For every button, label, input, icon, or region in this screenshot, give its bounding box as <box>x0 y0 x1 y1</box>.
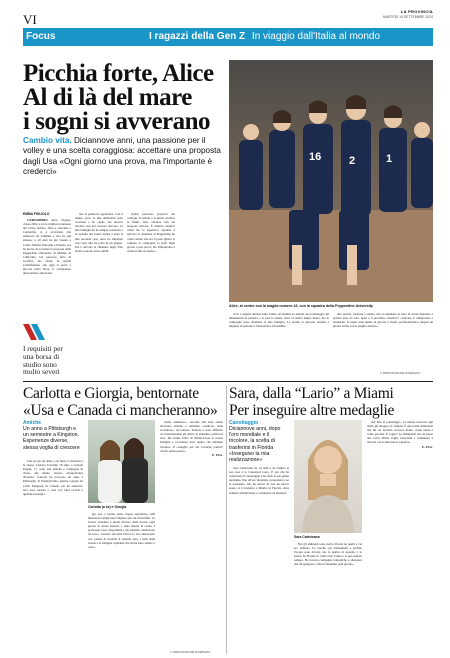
main-kicker: Cambio vita. <box>23 136 72 145</box>
left-headline <box>23 385 223 419</box>
main-subhead-text: Diciannove anni, una passione per il volley e una scelta coraggiosa: accettare una proposta dagli Usa «Ogni giorno una prova, ma l'importante è crederci» <box>23 136 221 177</box>
callout-box <box>23 324 71 377</box>
right-body-col-2 <box>294 542 362 654</box>
volleyball-team-illustration <box>229 60 433 302</box>
left-body-col-1-text: Che sia per un anno o sei mesi, la distanza è la stessa. Carlotta Travaini, 18 anni, e Giorgia Pagani, 17, sono due amiche e compagne di classe che hanno vissuto un'esperienza all'estero. Carlotta ha trascorso un anno a Pittsburgh, in Pennsylvania, mentre Giorgia ha scelto Kingston, in Canada, per un semestre. Ora sono tornate a casa con tanti ricordi e qualche nostalgia. <box>23 459 83 496</box>
main-body-col-3 <box>127 212 175 377</box>
section-title-bold: I ragazzi della Gen Z <box>149 31 246 42</box>
main-body-col-1 <box>23 218 71 319</box>
main-headline <box>23 62 233 134</box>
left-body-col-1 <box>23 459 83 654</box>
two-friends-illustration <box>88 420 155 503</box>
main-body-col-2-text: tare la pallavolo agonistica. Con il tempo, però, le mie ambizioni sono cresciute e ho capito che dovevo lasciare casa per crescere davvero. La mia famiglia mi ha sempre sostenuta e la squadra del Como Volley è stata la mia seconda casa, dove ho imparato cosa vuol dire far parte di un gruppo. Poi è arrivata la chiamata dagli Stati Uniti e non ho avuto dubbi. <box>75 212 123 253</box>
page-number: VI <box>23 12 37 27</box>
left-headline-line-2: «Usa e Canada ci mancheranno» <box>23 402 218 419</box>
left-photo-caption: Carlotta (a sx) e Giorgia <box>88 505 127 509</box>
left-body-col-3 <box>160 420 223 648</box>
byline-name: EMMA FIGLIOLO <box>23 212 50 216</box>
byline-place: CERNOBBIO <box>27 218 48 222</box>
right-headline-line-1: Sara, dalla “Lario” a Miami <box>229 385 394 402</box>
page-header <box>23 8 433 28</box>
main-headline-line-1: Picchia forte, Alice <box>23 60 214 87</box>
section-title <box>149 31 380 42</box>
svg-text:16: 16 <box>309 151 322 163</box>
left-body-col-2 <box>88 512 155 654</box>
svg-text:2: 2 <box>349 155 356 167</box>
volleyball-team-photo <box>229 60 433 302</box>
left-signature: E. FIG. <box>212 452 223 457</box>
issue-date: MARTEDÌ 10 SETTEMBRE 2024 <box>382 15 433 19</box>
right-photo-caption: Sara Caterisano <box>294 535 320 539</box>
right-signature: E. FIG. <box>422 444 433 449</box>
main-body-col-2 <box>75 212 123 377</box>
main-subhead <box>23 136 228 178</box>
carlotta-giorgia-photo <box>88 420 155 503</box>
left-subhead: Un anno a Pittsburgh e un semestre a Kingston. Esperienze diverse, stessa voglia di crescere <box>23 426 80 451</box>
left-body-col-3-text: anche ammesso». «Grazie alle host siamo diventate amiche e abbiamo condiviso tante avventure», raccontano. Tornare è stato difficile: «Ci mancheranno gli amici, le abitudini, perfino il cibo. Ma siamo felici di riabbracciare le nostre famiglie e raccontare tutto quello che abbiamo vissuto». Il consiglio per chi vorrebbe partire? «Farlo senza paura». <box>160 420 223 453</box>
main-body-col-5 <box>333 312 433 370</box>
left-kicker: Amiche <box>23 420 42 426</box>
right-headline-line-2: Per inseguire altre medaglie <box>229 402 395 419</box>
callout-text: I requisiti per una borsa di studio sono molto severi <box>23 344 63 377</box>
left-body-col-2-text: gia, poi, è partita senza troppe aspettative. «Mi interessava migliorare l'inglese più che divertirmi. La scuola canadese è molto diversa dalla nostra: ogni giorno le stesse materie e tanta libertà di scelta. I professori sono disponibili e gli studenti collaborano tra loro». Carlotta racconta invece la vita americana: «Le partite di football il venerdì sera, i balli della scuola e la famiglia ospitante che mi ha fatto sentire a casa». <box>88 512 155 549</box>
main-copyright: © RIPRODUZIONE RISERVATA <box>380 371 421 375</box>
column-divider <box>226 386 227 654</box>
rower-portrait-illustration <box>294 420 362 533</box>
left-headline-line-1: Carlotta e Giorgia, bentornate <box>23 385 199 402</box>
section-label: Focus <box>26 31 56 42</box>
right-body-col-1-text: Sara Caterisano ha 19 anni e da sempre la sua casa è la Canottieri Lario. È qui che ha conosciuto il canottaggio e ha vinto le sue prime medaglie, fino all'oro mondiale conquistato con la nazionale. Ora ha deciso di fare un nuovo passo: si è trasferita a Miami, in Florida, dove studierà all'università e continuerà ad allenarsi. <box>229 466 289 495</box>
main-headline-line-3: i sogni si avverano <box>23 108 211 135</box>
left-copyright: © RIPRODUZIONE RISERVATA <box>170 650 211 654</box>
right-kicker: Canottaggio <box>229 420 259 426</box>
main-byline <box>23 212 71 216</box>
main-body-col-4-text: ciclo e seguita durante tutto l'anno. Al mattino le lezioni, nel pomeriggio gli allenamenti in palestra e la sera lo studio. Non c'è molto tempo libero, ma le compagne sono diventate la mia famiglia. Le partite si giocano davanti a migliaia di persone e l'atmosfera è incredibile. <box>229 312 329 329</box>
right-body-col-3 <box>367 420 433 652</box>
svg-text:1: 1 <box>386 153 393 165</box>
right-body-col-1 <box>229 466 289 654</box>
stripes-icon <box>23 324 47 340</box>
right-body-col-2-text: Nel gli ambienti sono molto diversi da quelli a cui ero abituata. Le barche, gli allenamenti e perfino l'acqua sono diversi, ma lo spirito di squadra è lo stesso. In Florida fa caldo tutto l'anno e si può remare sempre. Ho trovato compagne fantastiche e allenatori che mi spingono a dare il massimo ogni giorno». <box>294 542 362 567</box>
right-body-col-3-text: tesi fino al pomeriggio. La mensa riservata agli atleti, gli alloggi e il campus. È una realtà stimolante che mi sta facendo crescere molto, come atleta e come persona. Il sogno? Le Olimpiadi, ma un passo alla volta. Prima voglio laurearmi e continuare a vincere con la mia nuova squadra». <box>367 420 433 445</box>
main-body-col-5-text: dire tecnici, trasferte e studio, che si sommano al fatto di dover imparare a gestire tutto da sola. Qual è il prossimo obiettivo? «Vincere il campionato e laurearmi. Il sogno resta quello di giocare a livello professionistico, magari un giorno anche con la maglia azzurra». <box>333 312 433 329</box>
right-headline <box>229 385 433 419</box>
main-body-col-3-text: zialità potevano proporci dei colloqui. Il talento e la grinta di Alice le hanno fatto ottenere ben sei proposte diverse. È rimasta stupita? «Non me lo aspettavo. Quando è arrivata la chiamata di Pepperdine ho capito subito che era il posto giusto: il campus, le compagne, lo staff. Ogni giorno è una prova, ma l'importante è crederci fino in fondo». <box>127 212 175 253</box>
main-photo-caption: Alice, al centro con la maglia numero 16, con la squadra della Pepperdine University <box>229 304 373 308</box>
section-divider <box>23 381 433 382</box>
section-bar <box>23 28 433 46</box>
sara-portrait-photo <box>294 420 362 533</box>
main-headline-line-2: Al di là del mare <box>23 84 192 111</box>
newspaper-name: LA PROVINCIA <box>400 9 433 14</box>
main-body-col-1-text: Alice Viganò, classe 2004, è tra le migliori promesse del volley lariano. Nata e cresciuta a Cernobbio, si è avvicinata alla pallavolo da bambina e non ha più smesso: a 19 anni ha già vissuto a Como, Monza, Piacenza e Firenze, poi ha deciso di accettare la proposta della Pepperdine University di Malibu, in California. Un percorso fatto di sacrifici, ma anche di grandi soddisfazioni, che oggi la porta a giocare nella Ncaa, il campionato universitario americano. <box>23 218 71 276</box>
main-body-col-4 <box>229 312 329 376</box>
section-title-rest: In viaggio dall'Italia al mondo <box>251 31 381 42</box>
right-subhead: Diciannove anni, dopo l'oro mondiale e il tricolore, la scelta di trasferirsi in Florida «Inseguivo la mia realizzazione» <box>229 426 281 464</box>
